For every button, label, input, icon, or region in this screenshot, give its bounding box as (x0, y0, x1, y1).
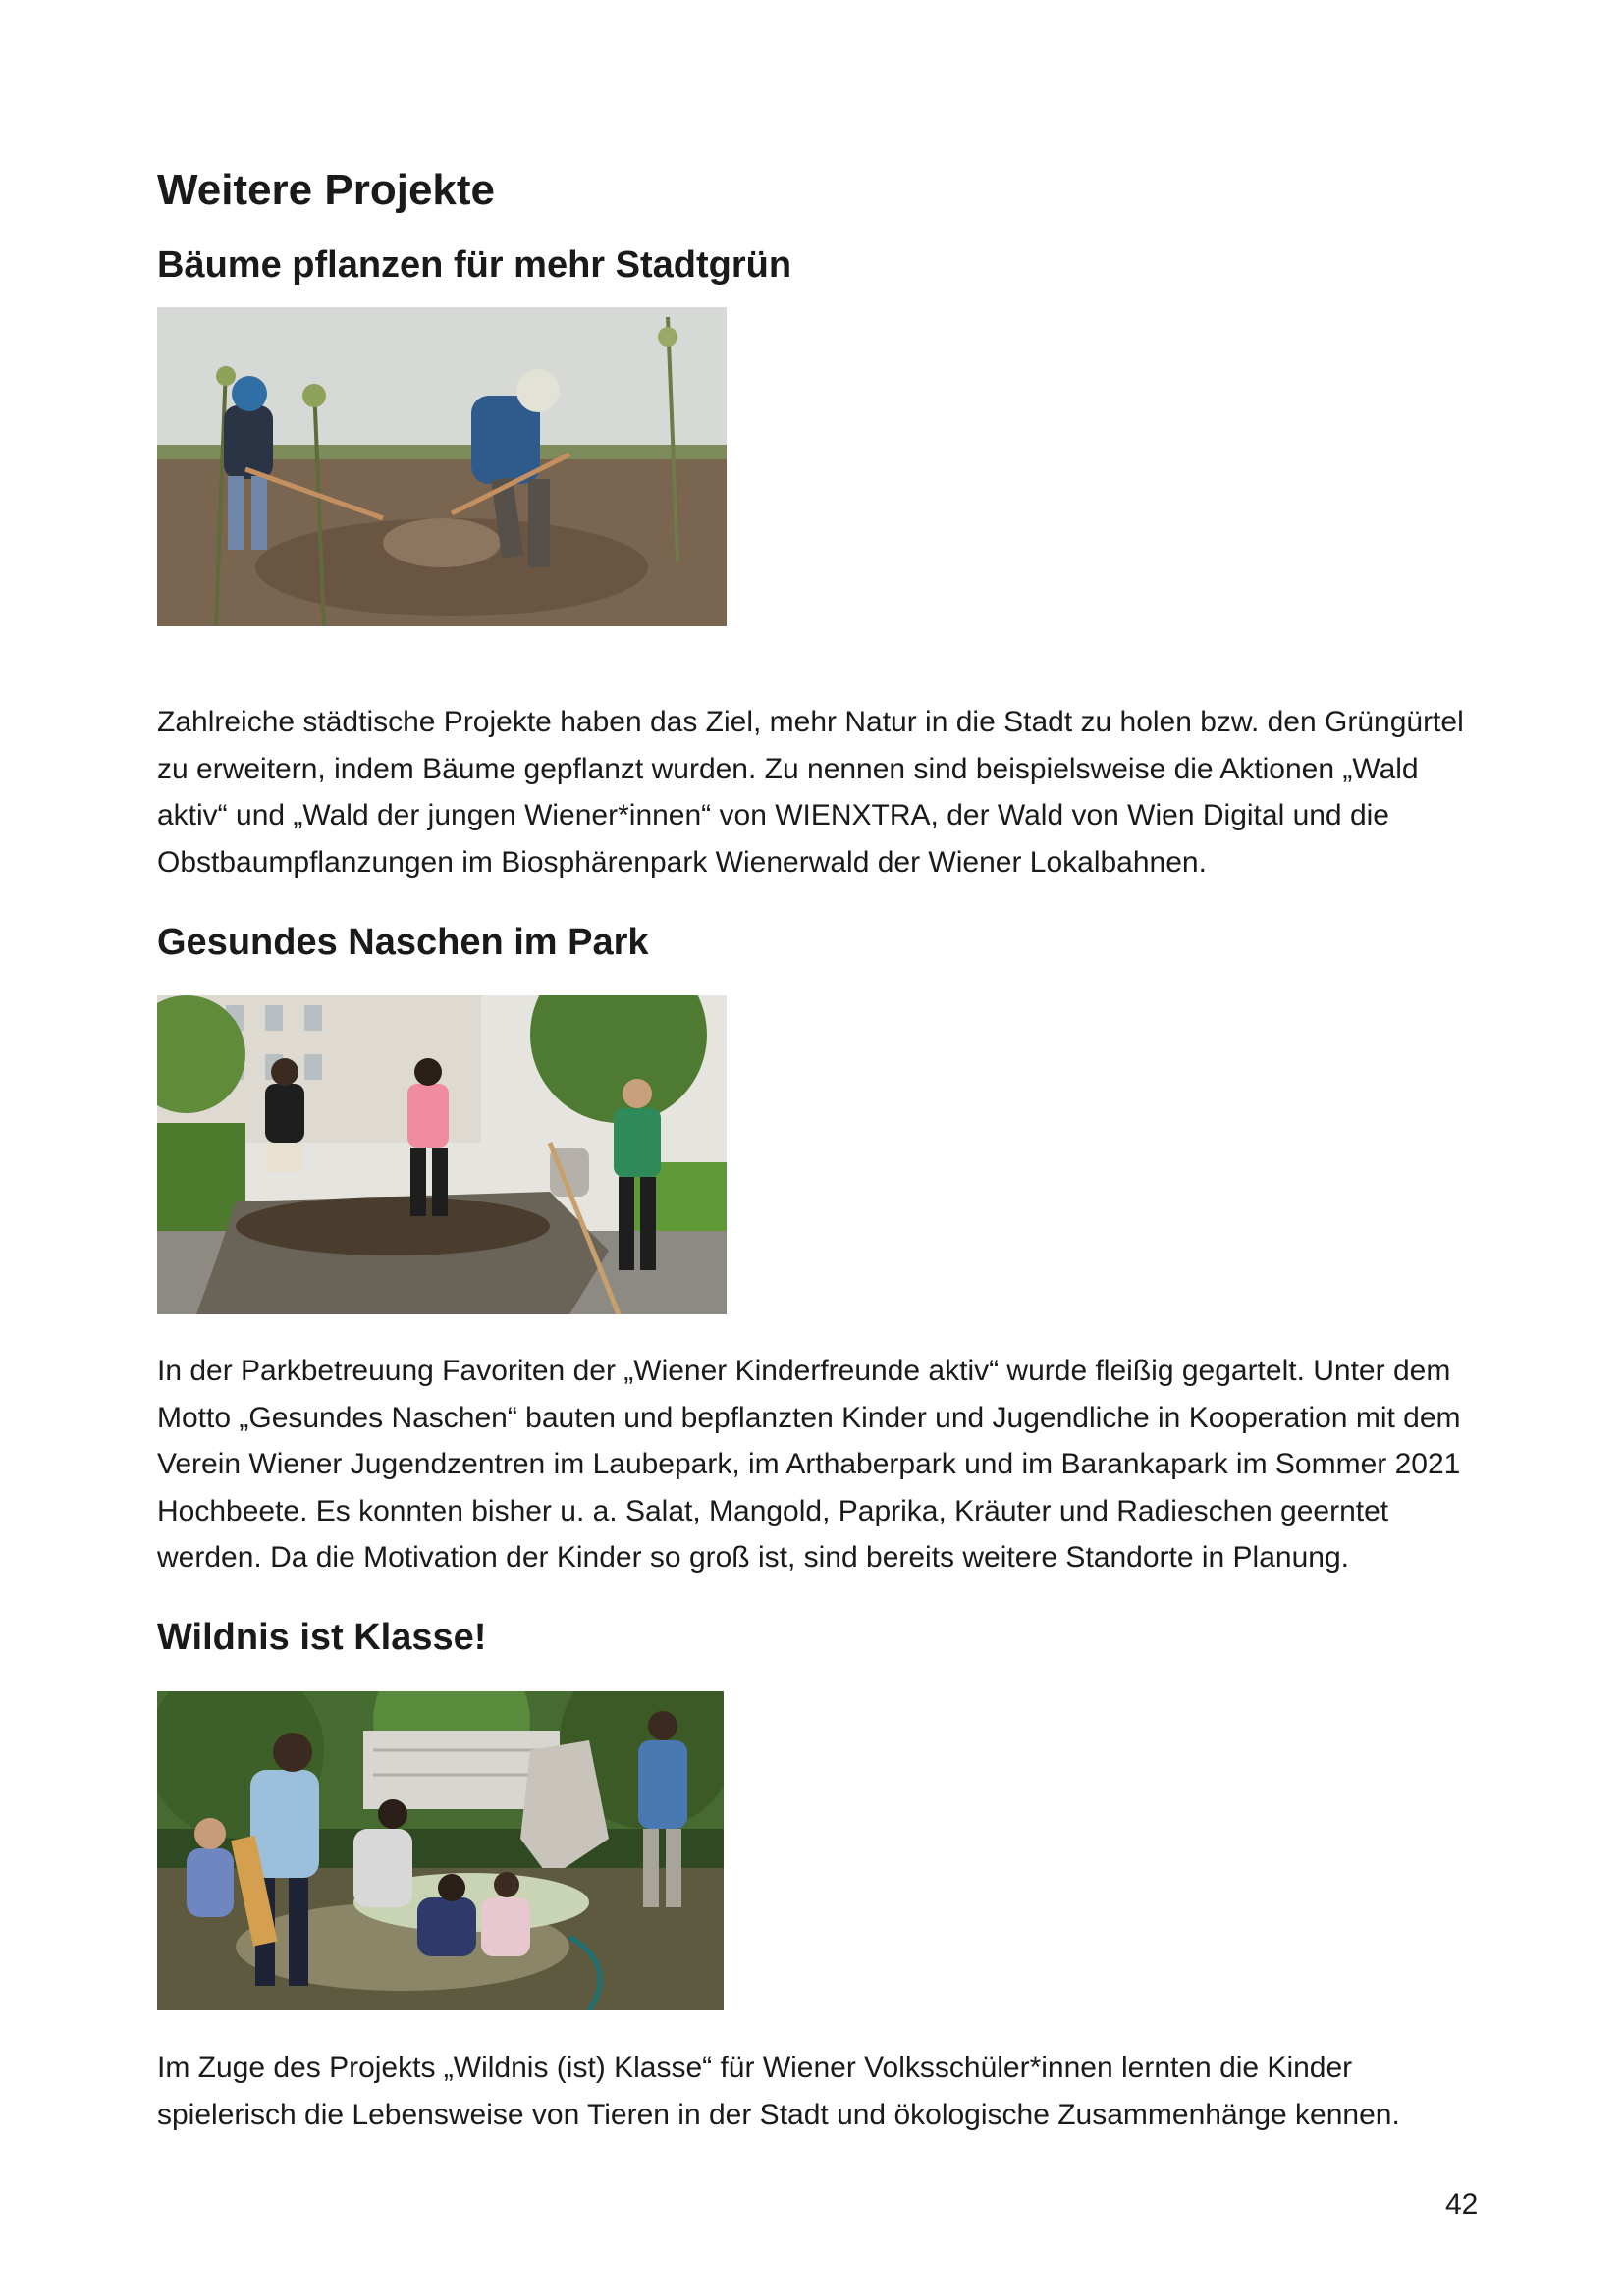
section-heading-trees: Bäume pflanzen für mehr Stadtgrün (157, 244, 792, 286)
section-text-park: In der Parkbetreuung Favoriten der „Wiener Kinderfreunde aktiv“ wurde fleißig gegartelt. Unter dem Motto „Gesundes Naschen“ bauten und bepflanzten Kinder und Jugendliche in Kooperation mit dem Verein Wiener Jugendzentren im Laubepark, im Arthaberpark und im Barankapark im Sommer 2021 Hochbeete. Es konnten bisher u. a. Salat, Mangold, Paprika, Kräuter und Radieschen geerntet werden. Da die Motivation der Kinder so groß ist, sind bereits weitere Standorte in Planung. (157, 1355, 1461, 1574)
page-title: Weitere Projekte (157, 166, 496, 214)
section-heading-wilderness: Wildnis ist Klasse! (157, 1617, 487, 1658)
page-number: 42 (1445, 2188, 1479, 2220)
section-text-trees: Zahlreiche städtische Projekte haben das Ziel, mehr Natur in die Stadt zu holen bzw. den Grüngürtel zu erweitern, indem Bäume gepflanzt wurden. Zu nennen sind beispielsweise die Aktionen „Wald aktiv“ und „Wald der jungen Wiener*innen“ von WIENXTRA, der Wald von Wien Digital und die Obstbaumpflanzungen im Biosphärenpark Wienerwald der Wiener Lokalbahnen. (157, 706, 1464, 879)
trees-planting-photo (157, 307, 727, 626)
wilderness-class-photo (157, 1691, 724, 2010)
raised-beds-photo (157, 995, 727, 1314)
section-heading-park: Gesundes Naschen im Park (157, 922, 649, 963)
section-text-wilderness: Im Zuge des Projekts „Wildnis (ist) Klasse“ für Wiener Volksschüler*innen lernten die Kinder spielerisch die Lebensweise von Tieren in der Stadt und ökologische Zusammenhänge kennen. (157, 2052, 1400, 2131)
